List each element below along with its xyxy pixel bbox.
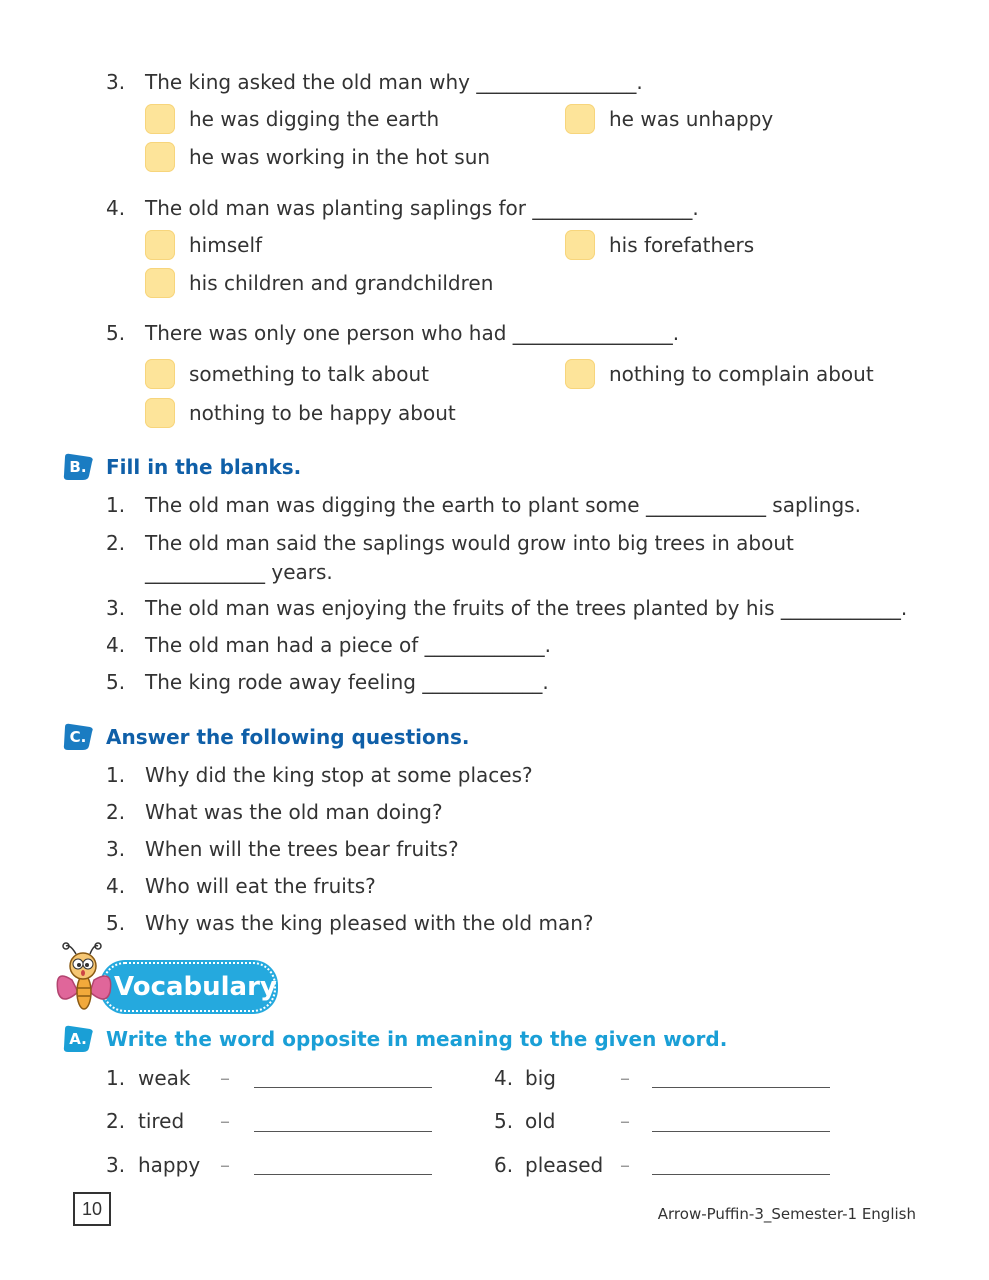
butterfly-mascot-icon (54, 940, 116, 1016)
option-label: nothing to complain about (609, 362, 874, 386)
section-c-heading (62, 723, 469, 751)
item-number: 5. (494, 1109, 514, 1133)
dash: – (220, 1066, 230, 1090)
given-word: pleased (525, 1153, 604, 1177)
item-text: The old man said the saplings would grow into big trees in about (145, 531, 794, 555)
item-number: 5. (106, 911, 126, 935)
option-checkbox[interactable] (565, 104, 773, 134)
question-text: There was only one person who had ________________. (145, 321, 680, 345)
item-text: The king rode away feeling ____________. (145, 670, 549, 694)
checkbox-box[interactable] (145, 268, 175, 298)
checkbox-box[interactable] (145, 142, 175, 172)
option-checkbox[interactable] (565, 230, 754, 260)
option-label: he was unhappy (609, 107, 774, 131)
item-number: 6. (494, 1153, 514, 1177)
given-word: happy (138, 1153, 201, 1177)
item-number: 1. (106, 493, 126, 517)
option-label: he was working in the hot sun (189, 145, 491, 169)
given-word: big (525, 1066, 556, 1090)
answer-blank[interactable] (652, 1087, 830, 1088)
option-checkbox[interactable] (145, 359, 429, 389)
option-label: himself (189, 233, 263, 257)
answer-blank[interactable] (652, 1131, 830, 1132)
item-text: Why did the king stop at some places? (145, 763, 533, 787)
dash: – (220, 1109, 230, 1133)
item-number: 1. (106, 1066, 126, 1090)
given-word: weak (138, 1066, 191, 1090)
section-badge: C. (62, 723, 94, 751)
option-checkbox[interactable] (565, 359, 874, 389)
item-number: 4. (494, 1066, 514, 1090)
vocabulary-banner: Vocabulary (102, 962, 276, 1012)
option-checkbox[interactable] (145, 398, 456, 428)
item-number: 2. (106, 800, 126, 824)
checkbox-box[interactable] (565, 104, 595, 134)
option-label: his children and grandchildren (189, 271, 494, 295)
section-badge: B. (62, 453, 94, 481)
checkbox-box[interactable] (145, 104, 175, 134)
question-text: The king asked the old man why ________________. (145, 70, 643, 94)
question-number: 4. (106, 196, 126, 220)
item-number: 5. (106, 670, 126, 694)
item-number: 3. (106, 837, 126, 861)
checkbox-box[interactable] (565, 230, 595, 260)
item-number: 1. (106, 763, 126, 787)
given-word: tired (138, 1109, 185, 1133)
checkbox-box[interactable] (145, 359, 175, 389)
page-number: 10 (73, 1192, 111, 1226)
item-number: 4. (106, 633, 126, 657)
option-checkbox[interactable] (145, 268, 493, 298)
option-label: something to talk about (189, 362, 429, 386)
item-number: 3. (106, 596, 126, 620)
checkbox-box[interactable] (145, 398, 175, 428)
option-checkbox[interactable] (145, 104, 439, 134)
option-label: nothing to be happy about (189, 401, 456, 425)
item-text: The old man was enjoying the fruits of the trees planted by his ____________. (145, 596, 908, 620)
option-checkbox[interactable] (145, 142, 490, 172)
dash: – (620, 1066, 630, 1090)
item-text: Who will eat the fruits? (145, 874, 376, 898)
item-number: 2. (106, 531, 126, 555)
item-number: 2. (106, 1109, 126, 1133)
item-text: What was the old man doing? (145, 800, 443, 824)
item-text: The old man had a piece of ____________. (145, 633, 551, 657)
item-text: The old man was digging the earth to plant some ____________ saplings. (145, 493, 861, 517)
section-badge: A. (62, 1025, 94, 1053)
item-number: 4. (106, 874, 126, 898)
answer-blank[interactable] (254, 1087, 432, 1088)
answer-blank[interactable] (254, 1131, 432, 1132)
item-text: Why was the king pleased with the old man? (145, 911, 594, 935)
vocabulary-a-heading (62, 1025, 727, 1053)
section-b-heading (62, 453, 301, 481)
option-label: he was digging the earth (189, 107, 440, 131)
dash: – (620, 1109, 630, 1133)
book-title-footer: Arrow-Puffin-3_Semester-1 English (657, 1205, 916, 1223)
item-text: When will the trees bear fruits? (145, 837, 459, 861)
question-number: 5. (106, 321, 126, 345)
answer-blank[interactable] (254, 1174, 432, 1175)
item-text-continued: ____________ years. (145, 560, 333, 584)
checkbox-box[interactable] (145, 230, 175, 260)
section-title: Fill in the blanks. (106, 455, 302, 479)
checkbox-box[interactable] (565, 359, 595, 389)
option-checkbox[interactable] (145, 230, 262, 260)
section-title: Answer the following questions. (106, 725, 470, 749)
question-text: The old man was planting saplings for ________________. (145, 196, 699, 220)
section-title: Write the word opposite in meaning to the given word. (106, 1027, 728, 1051)
dash: – (620, 1153, 630, 1177)
option-label: his forefathers (609, 233, 755, 257)
dash: – (220, 1153, 230, 1177)
item-number: 3. (106, 1153, 126, 1177)
answer-blank[interactable] (652, 1174, 830, 1175)
given-word: old (525, 1109, 556, 1133)
question-number: 3. (106, 70, 126, 94)
